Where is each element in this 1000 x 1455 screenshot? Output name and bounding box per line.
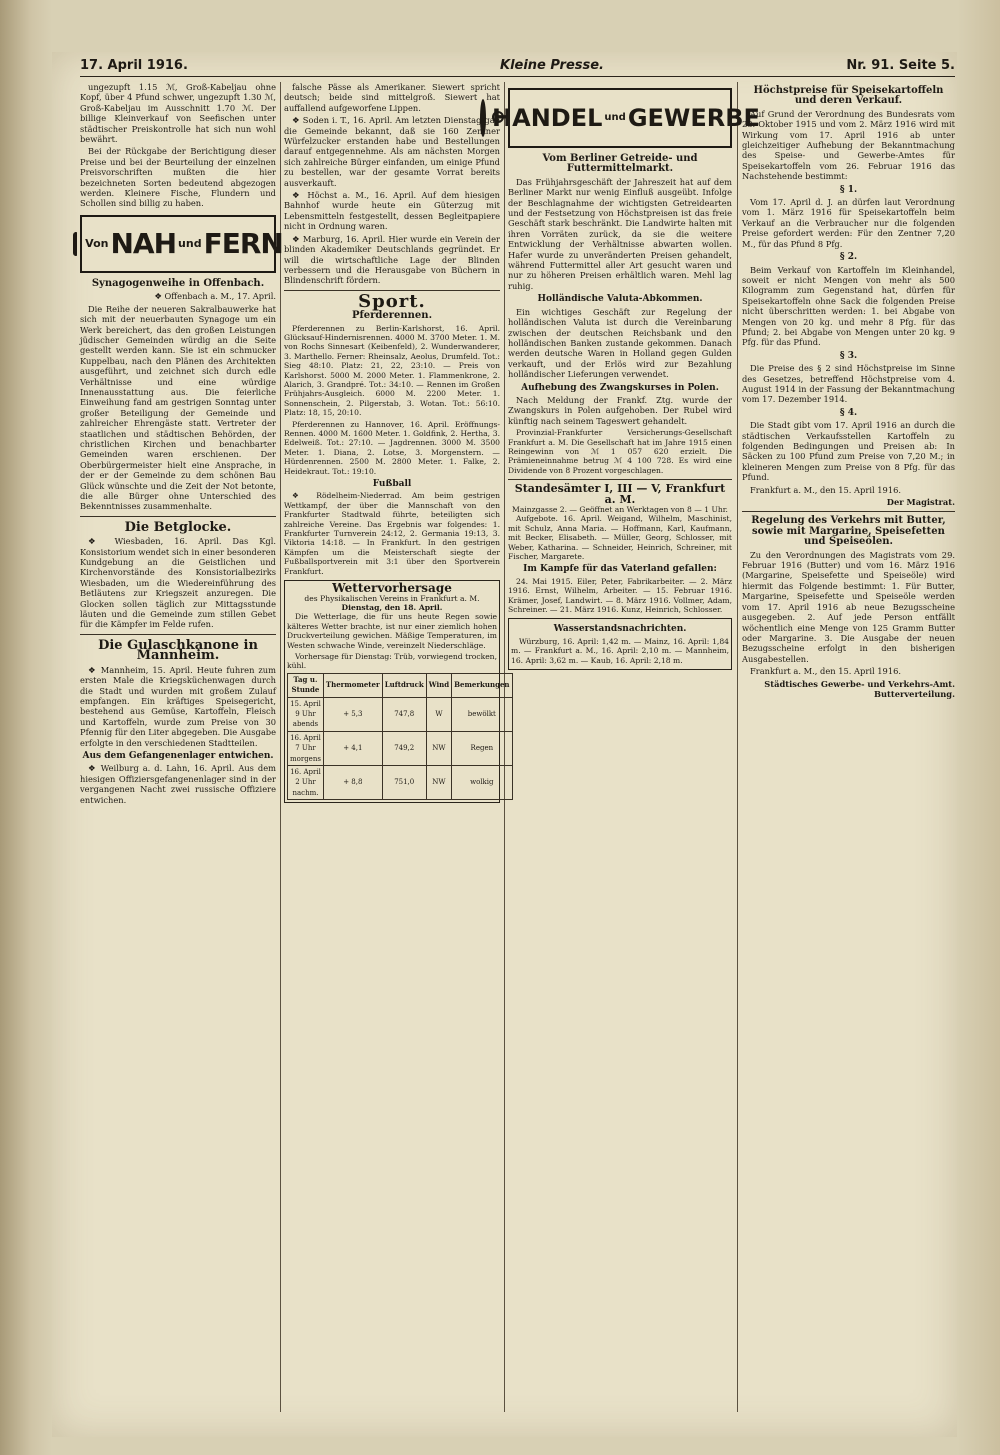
page-binding [0, 0, 52, 1455]
article-text: ungezupft 1.15 ℳ, Groß-Kabeljau ohne Kopf, über 4 Pfund schwer, ungezupft 1.30 ℳ, Groß-Kabeljau im Ausschnitt 1.70 ℳ. Der billige Kleinverkauf von Seefischen unter städtischer Preiskontrolle hat sich nun wohl bewährt. [80, 82, 276, 145]
signature: Der Magistrat. [886, 497, 955, 508]
section-title-sport: Sport. [358, 290, 426, 312]
headline: Die Betglocke. [124, 519, 232, 535]
table-cell: W [426, 697, 451, 731]
article-text: Würzburg, 16. April: 1,42 m. — Mainz, 16. April: 1,84 m. — Frankfurt a. M., 16. April: 2,10 m. — Mannheim, 16. April: 3,62 m. — Kaub, 16. April: 2,18 m. [511, 636, 729, 665]
article-text: Die Reihe der neueren Sakralbauwerke hat sich mit der neuerbauten Synagoge um ein Werk bereichert, das den großen Leistungen jüdischer Gemeinden würdig an die Seite gestellt werden kann. Sie ist ein schmucker Kuppelbau, nach den Plänen des Architekten ausgeführt, und zeichnet sich durch edle Verhältnisse und eine würdige Innenausstattung aus. Die feierliche Einweihung fand am gestrigen Sonntag unter großer Beteiligung der Gemeinde und zahlreicher Ehrengäste statt. Vertreter der staatlichen und städtischen Behörden, der christlichen Kirchen und benachbarter Gemeinden waren erschienen. Der Oberbürgermeister hielt eine Ansprache, in der er der Gemeinde zu dem schönen Bau Glück wünschte und die Zeit der Not betonte, die alle Bürger ohne Unterschied des Bekenntnisses zusammenhalte. [80, 303, 276, 512]
article-text: ❖ Soden i. T., 16. April. Am letzten Dienstag gab die Gemeinde bekannt, daß sie 160 Zentner Würfelzucker erstanden habe und Bestellungen darauf entgegennehme. Als am nächsten Morgen sich zahlreiche Bürger einfanden, um einige Pfund zu bestellen, war der gesamte Vorrat bereits ausverkauft. [284, 115, 500, 188]
header-date: 17. April 1916. [80, 58, 188, 73]
article-text: ❖ Weilburg a. d. Lahn, 16. April. Aus dem hiesigen Offiziersgefangenenlager sind in der vergangenen Nacht zwei russische Offiziere entwichen. [80, 763, 276, 805]
headline: Synagogenweihe in Offenbach. [91, 277, 265, 289]
article-text: Beim Verkauf von Kartoffeln im Kleinhandel, soweit er nicht Mengen von mehr als 500 Kilogramm zum Gegenstand hat, dürfen für Speisekartoffeln ohne Sack die folgenden Preise nicht überschritten werden: 1. bei Abgabe von Mengen von 20 kg. und mehr 8 Pfg. für das Pfund; 2. bei Abgabe von Mengen unter 20 kg. 9 Pfg. für das Pfund. [742, 264, 955, 348]
weather-title: Wettervorhersage [332, 581, 452, 596]
von-nah-und-fern-banner: Von NAH und FERN [80, 215, 276, 273]
article-text: ❖ Höchst a. M., 16. April. Auf dem hiesigen Bahnhof wurde heute ein Güterzug mit Lebensmitteln festgestellt, dessen Begleitpapiere nicht in Ordnung waren. [284, 190, 500, 232]
signature: Städtisches Gewerbe- und Verkehrs-Amt. Butterverteilung. [764, 678, 955, 699]
article-text: 24. Mai 1915. Eiler, Peter, Fabrikarbeiter. — 2. März 1916. Ernst, Wilhelm, Arbeiter. — 15. Februar 1916. Krämer, Josef, Landwirt. — 8. März 1916. Vollmer, Adam, Schreiner. — 21. März 1916. Kunz, Heinrich, Schlosser. [508, 576, 732, 615]
table-header: Wind [426, 673, 451, 697]
article-text: Das Frühjahrsgeschäft der Jahreszeit hat auf dem Berliner Markt nur wenig Einfluß ausgeübt. Infolge der Beschlagnahme der wichtigsten Getreidearten und der Festsetzung von Höchstpreisen ist das freie Geschäft stark beschränkt. Die Landwirte halten mit ihren Vorräten zurück, da sie die weitere Entwicklung der Verhältnisse abwarten wollen. Hafer wurde zu unveränderten Preisen gehandelt, während Futtermittel aller Art gesucht waren und nur zu höheren Preisen erhältlich waren. Mehl lag ruhig. [508, 176, 732, 291]
article-text: Bei der Rückgabe der Berichtigung dieser Preise und bei der Beurteilung der einzelnen Preisvorschriften mußten die hier bezeichneten Sorten bedeutend abgezogen werden. Kleinere Fische, Flundern und Schollen sind billig zu haben. [80, 146, 276, 209]
table-cell: 15. April 9 Uhr abends [288, 697, 324, 731]
article-text: ❖ Marburg, 16. April. Hier wurde ein Verein der blinden Akademiker Deutschlands gegründet. Er will die wirtschaftliche Lage der Blinden verbessern und die Herausgabe von Büchern in Blindenschrift fördern. [284, 233, 500, 286]
table-header: Tag u. Stunde [288, 673, 324, 697]
table-cell: 16. April 2 Uhr nachm. [288, 766, 324, 800]
column-2 [284, 82, 510, 1412]
article-text: Zu den Verordnungen des Magistrats vom 29. Februar 1916 (Butter) und vom 16. März 1916 (Margarine, Speisefette und Speiseöle) wird hiermit das Folgende bestimmt: 1. Für Butter, Margarine, Speisefette und Speiseöle werden vom 17. April 1916 ab neue Bezugsscheine ausgegeben. 2. Auf jede Person entfällt wöchentlich eine Menge von 125 Gramm Butter oder Margarine. 3. Die Ausgabe der neuen Bezugsscheine erfolgt in den bisherigen Ausgabestellen. [742, 549, 955, 664]
table-cell: bewölkt [452, 697, 512, 731]
column-4: Höchstpreise für Speisekartoffeln und deren Verkauf. Auf Grund der Verordnung des Bundesrats vom 28. Oktober 1915 und vom 2. März 1916 wird mit Wirkung vom 17. April 1916 ab unter gleichzeitiger Aufhebung der Bekanntmachung des Speise- und Gewerbe-Amtes für Speisekartoffeln vom 26. Februar 1916 das Nachstehende bestimmt: § 1. Vom 17. April d. J. an dürfen laut Verordnung vom 1. März 1916 für Speisekartoffeln beim Verkauf an die Verbraucher nur die folgenden Preise gefordert werden: Für den Zentner 7,20 M., für das Pfund 8 Pfg. § 2. Beim Verkauf von Kartoffeln im Kleinhandel, soweit er nicht Mengen von mehr als 500 Kilogramm zum Gegenstand hat, dürfen für Speisekartoffeln ohne Sack die folgenden Preise nicht überschritten werden: 1. bei Abgabe von Mengen von 20 kg. und mehr 8 Pfg. für das Pfund; 2. bei Abgabe von Mengen unter 20 kg. 9 Pfg. für das Pfund. § 3. Die Preise des § 2 sind Höchstpreise im Sinne des Gesetzes, betreffend Höchstpreise vom 4. August 1914 in der Fassung der Bekanntmachung vom 17. Dezember 1914. § 4. Die Stadt gibt vom 17. April 1916 an durch die städtischen Verkaufsstellen Kartoffeln zu folgenden Bedingungen und Preisen ab: In Säcken zu 100 Pfund zum Preise von 7,20 M.; in kleineren Mengen zum Preise von 8 Pfg. für das Pfund. Frankfurt a. M., den 15. April 1916. Der Magistrat. Regelung des Verkehrs mit Butter, sowie mit Margarine, Speisefetten und Speiseölen. Zu den Verordnungen des Magistrats vom 29. Februar 1916 (Butter) und vom 16. März 1916 (Margarine, Speisefette und Speiseöle) wird hiermit das Folgende bestimmt: 1. Für Butter, Margarine, Speisefette und Speiseöle werden vom 17. April 1916 ab neue Bezugsscheine ausgegeben. 2. Auf jede Person entfällt wöchentlich eine Menge von 125 Gramm Butter oder Margarine. 3. Die Ausgabe der neuen Bezugsscheine erfolgt in den bisherigen Ausgabestellen. Frankfurt a. M., den 15. April 1916. Städtisches Gewerbe- und Verkehrs-Amt. Butterverteilung. [742, 85, 955, 699]
handel-und-gewerbe-banner: HANDEL und GEWERBE [508, 88, 732, 148]
article-text: Nach Meldung der Frankf. Ztg. wurde der Zwangskurs in Polen aufgehoben. Der Rubel wird künftig nach seinem Tageswert gehandelt. [508, 394, 732, 426]
column-rule [737, 82, 738, 1412]
header-paper-name: Kleine Presse. [500, 58, 604, 73]
headline: Wasserstandsnachrichten. [553, 624, 687, 635]
table-cell: + 8,8 [323, 766, 382, 800]
table-header: Thermometer [323, 673, 382, 697]
table-cell: 751,0 [382, 766, 426, 800]
headline: Pferderennen. [351, 310, 433, 322]
article-text: Pferderennen zu Hannover, 16. April. Eröffnungs-Rennen. 4000 M. 1600 Meter. 1. Goldfink, 2. Hertha, 3. Edelweiß. Tot.: 27:10. — Jagdrennen. 3000 M. 3500 Meter. 1. Diana, 2. Lotse, 3. Morgenstern. — Hürdenrennen. 2500 M. 2800 Meter. 1. Falke, 2. Heidekraut. Tot.: 19:10. [284, 419, 500, 476]
article-text: Die Preise des § 2 sind Höchstpreise im Sinne des Gesetzes, betreffend Höchstpreise vom 4. August 1914 in der Fassung der Bekanntmachung vom 17. Dezember 1914. [742, 363, 955, 405]
article-text: falsche Pässe als Amerikaner. Siewert spricht deutsch; beide sind mittelgroß. Siewert hat auffallend aufgeworfene Lippen. [284, 82, 500, 113]
table-cell: NW [426, 731, 451, 765]
headline: Holländische Valuta-Abkommen. [537, 294, 703, 305]
article-text: ❖ Mannheim, 15. April. Heute fuhren zum ersten Male die Kriegsküchenwagen durch die Stadt und wurden mit großem Zulauf empfangen. Ein kräftiges Speisegericht, bestehend aus Gemüse, Kartoffeln, Fleisch und Kartoffeln, wurde zum Preise von 30 Pfennig für den Liter abgegeben. Die Ausgabe erfolgte in den verschiedenen Stadtteilen. [80, 664, 276, 748]
page-header [80, 56, 955, 77]
weather-box: Wettervorhersage des Physikalischen Vereins in Frankfurt a. M. Dienstag, den 18. April. Die Wetterlage, die für uns heute Regen sowie kälteres Wetter brachte, ist nur einer ziemlich hohen Druckverteilung gewichen. Mäßige Temperaturen, im Westen schwache Winde, vereinzelt Niederschläge. Vorhersage für Dienstag: Trüb, vorwiegend trocken, kühl. Tag u. Stunde Thermometer Luftdruck Wind Bemerkungen 15. April 9 Uhr abends + 5,3 747,8 W bewölkt 16. April 7 Uhr morgens + 4,1 749,2 NW Regen 16. April 2 Uhr nachm. + 8,8 751,0 NW wolkig [284, 580, 500, 803]
headline: Im Kampfe für das Vaterland gefallen: [523, 564, 717, 575]
signature-place: Frankfurt a. M., den 15. April 1916. [750, 666, 902, 677]
table-cell: Regen [452, 731, 512, 765]
table-row [288, 697, 513, 731]
table-cell: 749,2 [382, 731, 426, 765]
pointing-hand-icon [73, 232, 77, 256]
table-cell: 747,8 [382, 697, 426, 731]
article-text: Ein wichtiges Geschäft zur Regelung der holländischen Valuta ist durch die Vereinbarung zwischen der deutschen Reichsbank und den holländischen Banken zustande gekommen. Danach werden deutsche Waren in Holland gegen Gulden verkauft, und der Erlös wird zur Bezahlung holländischer Lieferungen verwendet. [508, 306, 732, 380]
dateline: ❖ Offenbach a. M., 17. April. [154, 291, 276, 302]
column-1 [80, 82, 283, 1412]
header-issue: Nr. 91. Seite 5. [846, 58, 955, 73]
article-text: Provinzial-Frankfurter Versicherungs-Gesellschaft Frankfurt a. M. Die Gesellschaft hat im Jahre 1915 einen Reingewinn von ℳ 1 057 620 erzielt. Die Prämieneinnahme betrug ℳ 4 100 728. Es wird eine Dividende von 8 Prozent vorgeschlagen. [508, 428, 732, 475]
column-3: HANDEL und GEWERBE Vom Berliner Getreide- und Futtermittelmarkt. Das Frühjahrsgeschäft der Jahreszeit hat auf dem Berliner Markt nur wenig Einfluß ausgeübt. Infolge der Beschlagnahme der wichtigsten Getreidearten und der Festsetzung von Höchstpreisen ist das freie Geschäft stark beschränkt. Die Landwirte halten mit ihren Vorräten zurück, da sie die weitere Entwicklung der Verhältnisse abwarten wollen. Hafer wurde zu unveränderten Preisen gehandelt, während Futtermittel aller Art gesucht waren und nur zu höheren Preisen erhältlich waren. Mehl lag ruhig. Holländische Valuta-Abkommen. Ein wichtiges Geschäft zur Regelung der holländischen Valuta ist durch die Vereinbarung zwischen der deutschen Reichsbank und den holländischen Banken zustande gekommen. Danach werden deutsche Waren in Holland gegen Gulden verkauft, und der Erlös wird zur Bezahlung holländischer Lieferungen verwendet. Aufhebung des Zwangskurses in Polen. Nach Meldung der Frankf. Ztg. wurde der Zwangskurs in Polen aufgehoben. Der Rubel wird künftig nach seinem Tageswert gehandelt. Provinzial-Frankfurter Versicherungs-Gesellschaft Frankfurt a. M. Die Gesellschaft hat im Jahre 1915 einen Reingewinn von ℳ 1 057 620 erzielt. Die Prämieneinnahme betrug ℳ 4 100 728. Es wird eine Dividende von 8 Prozent vorgeschlagen. Standesämter I, III — V, Frankfurt a. M. Mainzgasse 2. — Geöffnet an Werktagen von 8 — 1 Uhr. Aufgebote. 16. April. Weigand, Wilhelm, Maschinist, mit Schulz, Anna Maria. — Hoffmann, Karl, Kaufmann, mit Becker, Elisabeth. — Müller, Georg, Schlosser, mit Weber, Katharina. — Schneider, Heinrich, Schreiner, mit Fischer, Margarete. Im Kampfe für das Vaterland gefallen: 24. Mai 1915. Eiler, Peter, Fabrikarbeiter. — 2. März 1916. Ernst, Wilhelm, Arbeiter. — 15. Februar 1916. Krämer, Josef, Landwirt. — 8. März 1916. Vollmer, Adam, Schreiner. — 21. März 1916. Kunz, Heinrich, Schlosser. Wasserstandsnachrichten. Würzburg, 16. April: 1,42 m. — Mainz, 16. April: 1,84 m. — Frankfurt a. M., 16. April: 2,10 m. — Mannheim, 16. April: 3,62 m. — Kaub, 16. April: 2,18 m. [508, 82, 732, 1412]
headline: Aus dem Gefangenenlager entwichen. [82, 750, 274, 761]
table-header: Bemerkungen [452, 673, 512, 697]
table-cell: wolkig [452, 766, 512, 800]
table-row [288, 766, 513, 800]
headline: Höchstpreise für Speisekartoffeln und deren Verkauf. [753, 85, 944, 107]
headline: Regelung des Verkehrs mit Butter, sowie mit Margarine, Speisefetten und Speiseölen. [751, 515, 946, 548]
article-text: Die Stadt gibt vom 17. April 1916 an durch die städtischen Verkaufsstellen Kartoffeln zu folgenden Bedingungen und Preisen ab: In Säcken zu 100 Pfund zum Preise von 7,20 M.; in kleineren Mengen zum Preise von 8 Pfg. für das Pfund. [742, 420, 955, 483]
gear-icon [480, 99, 486, 137]
signature-place: Frankfurt a. M., den 15. April 1916. [750, 484, 902, 495]
weather-table [287, 673, 513, 800]
table-cell: NW [426, 766, 451, 800]
table-header: Luftdruck [382, 673, 426, 697]
article-text: Vom 17. April d. J. an dürfen laut Verordnung vom 1. März 1916 für Speisekartoffeln beim Verkauf an die Verbraucher nur die folgenden Preise gefordert werden: Für den Zentner 7,20 M., für das Pfund 8 Pfg. [742, 197, 955, 249]
headline: Fußball [372, 479, 412, 490]
headline: Die Gulaschkanone in Mannheim. [98, 637, 258, 664]
article-text: Aufgebote. 16. April. Weigand, Wilhelm, Maschinist, mit Schulz, Anna Maria. — Hoffmann, Karl, Kaufmann, mit Becker, Elisabeth. — Müller, Georg, Schlosser, mit Weber, Katharina. — Schneider, Heinrich, Schreiner, mit Fischer, Margarete. [508, 514, 732, 562]
headline: Vom Berliner Getreide- und Futtermittelmarkt. [542, 153, 698, 175]
page-edge [957, 0, 1000, 1455]
article-text: ❖ Wiesbaden, 16. April. Das Kgl. Konsistorium wendet sich in einer besonderen Kundgebung an die Geistlichen und Kirchenvorstände des Konsistorialbezirks Wiesbaden, um die Wiedereinführung des Betläutens zur Kriegszeit anzuregen. Die Glocken sollen täglich zur Mittagsstunde läuten und die Gemeinde zum stillen Gebet für die Kämpfer im Felde rufen. [80, 536, 276, 630]
table-cell: 16. April 7 Uhr morgens [288, 731, 324, 765]
article-text: Auf Grund der Verordnung des Bundesrats vom 28. Oktober 1915 und vom 2. März 1916 wird mit Wirkung vom 17. April 1916 ab unter gleichzeitiger Aufhebung der Bekanntmachung des Speise- und Gewerbe-Amtes für Speisekartoffeln vom 26. Februar 1916 das Nachstehende bestimmt: [742, 108, 955, 182]
table-cell: + 4,1 [323, 731, 382, 765]
article-text: ❖ Rödelheim-Niederrad. Am beim gestrigen Wettkampf, der über die Mannschaft von den Frankfurter Stadtwald führte, beteiligten sich zahlreiche Vereine. Das Ergebnis war folgendes: 1. Frankfurter Turnverein 24:12, 2. Germania 19:13, 3. Viktoria 14:18. — In Frankfurt. In den gestrigen Kämpfen um die Meisterschaft siegte der Fußballsportverein mit 3:1 über den Sportverein Frankfurt. [284, 491, 500, 576]
headline: Aufhebung des Zwangskurses in Polen. [521, 382, 719, 393]
article-text: Pferderennen zu Berlin-Karlshorst, 16. April. Glücksauf-Hindernisrennen. 4000 M. 3700 Meter. 1. M. von Rochs Sinnesart (Keibenfeld), 2. Wunderwanderer, 3. Marthello. Ferner: Rheinsalz, Aeolus, Drumfeld. Tot.: Sieg 48:10. Platz: 21, 22, 23:10. — Preis von Karlshorst. 5000 M. 2000 Meter. 1. Flammenkrone, 2. Alarich, 3. Grandpré. Tot.: 34:10. — Rennen im Großen Frühjahrs-Ausgleich. 6000 M. 2200 Meter. 1. Sonnenschein, 2. Pilgerstab, 3. Wotan. Tot.: 56:10. Platz: 18, 15, 20:10. [284, 323, 500, 418]
headline: Standesämter I, III — V, Frankfurt a. M. [514, 482, 726, 506]
column-rule [280, 82, 281, 1412]
table-row [288, 731, 513, 765]
table-cell: + 5,3 [323, 697, 382, 731]
